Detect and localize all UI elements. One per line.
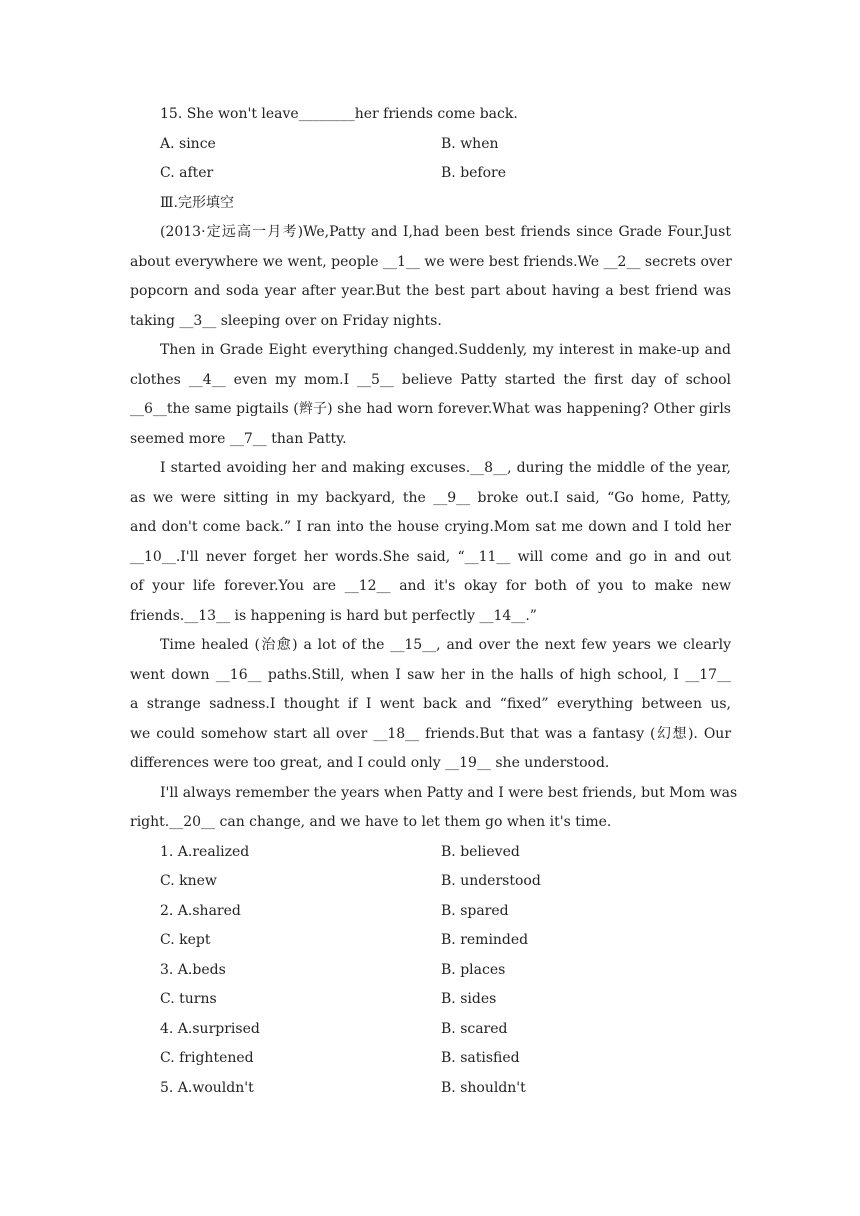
- passage-text: she understood.: [490, 755, 610, 771]
- passage-text: , and over the next few years we clearly: [436, 637, 731, 653]
- option-left: C. turns: [160, 991, 217, 1007]
- option-right: B. reminded: [441, 932, 529, 948]
- question-15-blank: ________: [298, 106, 355, 122]
- passage-text: paths.Still, when I saw her in the halls of high school, I: [261, 667, 686, 683]
- option-right: B. scared: [441, 1021, 508, 1037]
- passage-text: seemed more: [130, 431, 230, 447]
- option-left: 1. A.realized: [160, 844, 250, 860]
- cloze-blank: __16__: [215, 667, 262, 683]
- passage-text: than Patty.: [266, 431, 347, 447]
- passage-p5-line-1: [160, 784, 738, 802]
- passage-text: , during the middle of the year,: [507, 460, 731, 476]
- option-left: 2. A.shared: [160, 903, 241, 919]
- cloze-blank: __1__: [383, 254, 420, 270]
- passage-text: a strange sadness.I thought if I went back and “fixed” everything between us,: [130, 696, 731, 712]
- passage-text: we could somehow start all over: [130, 726, 374, 742]
- passage-p4-line-3: [130, 695, 731, 713]
- passage-text: differences were too great, and I could only: [130, 755, 446, 771]
- passage-text: broke out.I said, “Go home, Patty,: [470, 490, 732, 506]
- question-15-text-after: her friends come back.: [354, 106, 518, 122]
- passage-p4-line-2: [130, 666, 731, 684]
- passage-text: went down: [130, 667, 216, 683]
- passage-text: and it's okay for both of you to make new: [390, 578, 732, 594]
- option-right: B. spared: [441, 903, 509, 919]
- passage-text: .”: [525, 608, 537, 624]
- cloze-blank: __6__: [130, 401, 167, 417]
- passage-p4-line-5: [130, 754, 609, 772]
- passage-p4-line-1: [160, 636, 731, 654]
- passage-p3-line-2: [130, 489, 731, 507]
- passage-text: is happening is hard but perfectly: [230, 608, 480, 624]
- option-right: B. shouldn't: [441, 1080, 526, 1096]
- passage-text: will come and go in and out: [510, 549, 731, 565]
- cloze-blank: __3__: [179, 313, 217, 329]
- cloze-blank: __10__: [130, 549, 176, 565]
- passage-p2-line-3: [130, 400, 731, 418]
- passage-p3-line-5: [130, 577, 731, 595]
- cloze-blank: __4__: [188, 372, 226, 388]
- question-15-option-c: C. after: [160, 165, 214, 181]
- option-right: B. places: [441, 962, 506, 978]
- passage-text: and don't come back.” I ran into the house crying.Mom sat me down and I told her: [130, 519, 731, 535]
- section-heading: Ⅲ.完形填空: [160, 195, 234, 211]
- passage-p2-line-1: [160, 341, 731, 359]
- cloze-blank: __15__: [390, 637, 437, 653]
- passage-text: we were best friends.We: [419, 254, 604, 270]
- passage-text: I'll always remember the years when Patty and I were best friends, but Mom was: [160, 785, 738, 801]
- cloze-blank: __13__: [184, 608, 231, 624]
- option-right: B. satisfied: [441, 1050, 520, 1066]
- question-15-option-b: B. when: [441, 136, 499, 152]
- passage-text: as we were sitting in my backyard, the: [130, 490, 434, 506]
- passage-p1-line-4: [130, 312, 442, 330]
- cloze-blank: __11__: [464, 549, 511, 565]
- question-15-stem: [160, 105, 518, 123]
- passage-text: believe Patty started the first day of school: [393, 372, 731, 388]
- passage-p3-line-6: [130, 607, 537, 625]
- question-15-option-a: A. since: [160, 136, 216, 152]
- passage-p2-line-2: [130, 371, 731, 389]
- passage-text: can change, and we have to let them go when it's time.: [215, 814, 612, 830]
- passage-text: friends.: [130, 608, 185, 624]
- passage-text: of your life forever.You are: [130, 578, 345, 594]
- passage-text: (2013·定远高一月考)We,Patty and I,had been best friends since Grade Four.Just: [160, 224, 731, 240]
- passage-p3-line-1: [160, 459, 731, 477]
- passage-text: about everywhere we went, people: [130, 254, 384, 270]
- passage-p1-line-3: [130, 282, 731, 300]
- passage-p1-line-1: [160, 223, 731, 241]
- passage-text: I started avoiding her and making excuses.: [160, 460, 471, 476]
- passage-text: taking: [130, 313, 180, 329]
- cloze-blank: __20__: [169, 814, 216, 830]
- option-right: B. sides: [441, 991, 497, 1007]
- passage-text: even my mom.I: [225, 372, 358, 388]
- option-left: 5. A.wouldn't: [160, 1080, 254, 1096]
- cloze-blank: __8__: [470, 460, 508, 476]
- cloze-blank: __5__: [357, 372, 394, 388]
- passage-text: the same pigtails (辫子) she had worn forever.What was happening? Other girls: [166, 401, 731, 417]
- option-right: B. understood: [441, 873, 541, 889]
- passage-text: clothes: [130, 372, 189, 388]
- passage-text: right.: [130, 814, 170, 830]
- passage-p4-line-4: [130, 725, 731, 743]
- passage-p1-line-2: [130, 253, 731, 271]
- passage-text: sleeping over on Friday nights.: [216, 313, 442, 329]
- passage-text: secrets over: [640, 254, 732, 270]
- passage-text: Time healed (治愈) a lot of the: [160, 637, 391, 653]
- passage-text: .I'll never forget her words.She said, “: [175, 549, 465, 565]
- question-15-text-before: 15. She won't leave: [160, 106, 299, 122]
- option-left: 4. A.surprised: [160, 1021, 260, 1037]
- passage-p3-line-4: [130, 548, 731, 566]
- cloze-blank: __9__: [433, 490, 471, 506]
- cloze-blank: __17__: [685, 667, 732, 683]
- passage-p3-line-3: [130, 518, 731, 536]
- cloze-blank: __18__: [373, 726, 420, 742]
- option-left: C. knew: [160, 873, 217, 889]
- option-left: 3. A.beds: [160, 962, 226, 978]
- passage-text: Then in Grade Eight everything changed.Suddenly, my interest in make-up and: [160, 342, 731, 358]
- option-left: C. kept: [160, 932, 211, 948]
- cloze-blank: __7__: [229, 431, 267, 447]
- question-15-option-d: B. before: [441, 165, 507, 181]
- passage-text: popcorn and soda year after year.But the best part about having a best friend was: [130, 283, 731, 299]
- cloze-blank: __12__: [344, 578, 391, 594]
- cloze-blank: __19__: [445, 755, 491, 771]
- option-right: B. believed: [441, 844, 520, 860]
- cloze-blank: __14__: [479, 608, 526, 624]
- passage-p5-line-2: [130, 813, 611, 831]
- passage-text: friends.But that was a fantasy (幻想). Our: [419, 726, 732, 742]
- passage-p2-line-4: [130, 430, 347, 448]
- cloze-blank: __2__: [603, 254, 641, 270]
- option-left: C. frightened: [160, 1050, 254, 1066]
